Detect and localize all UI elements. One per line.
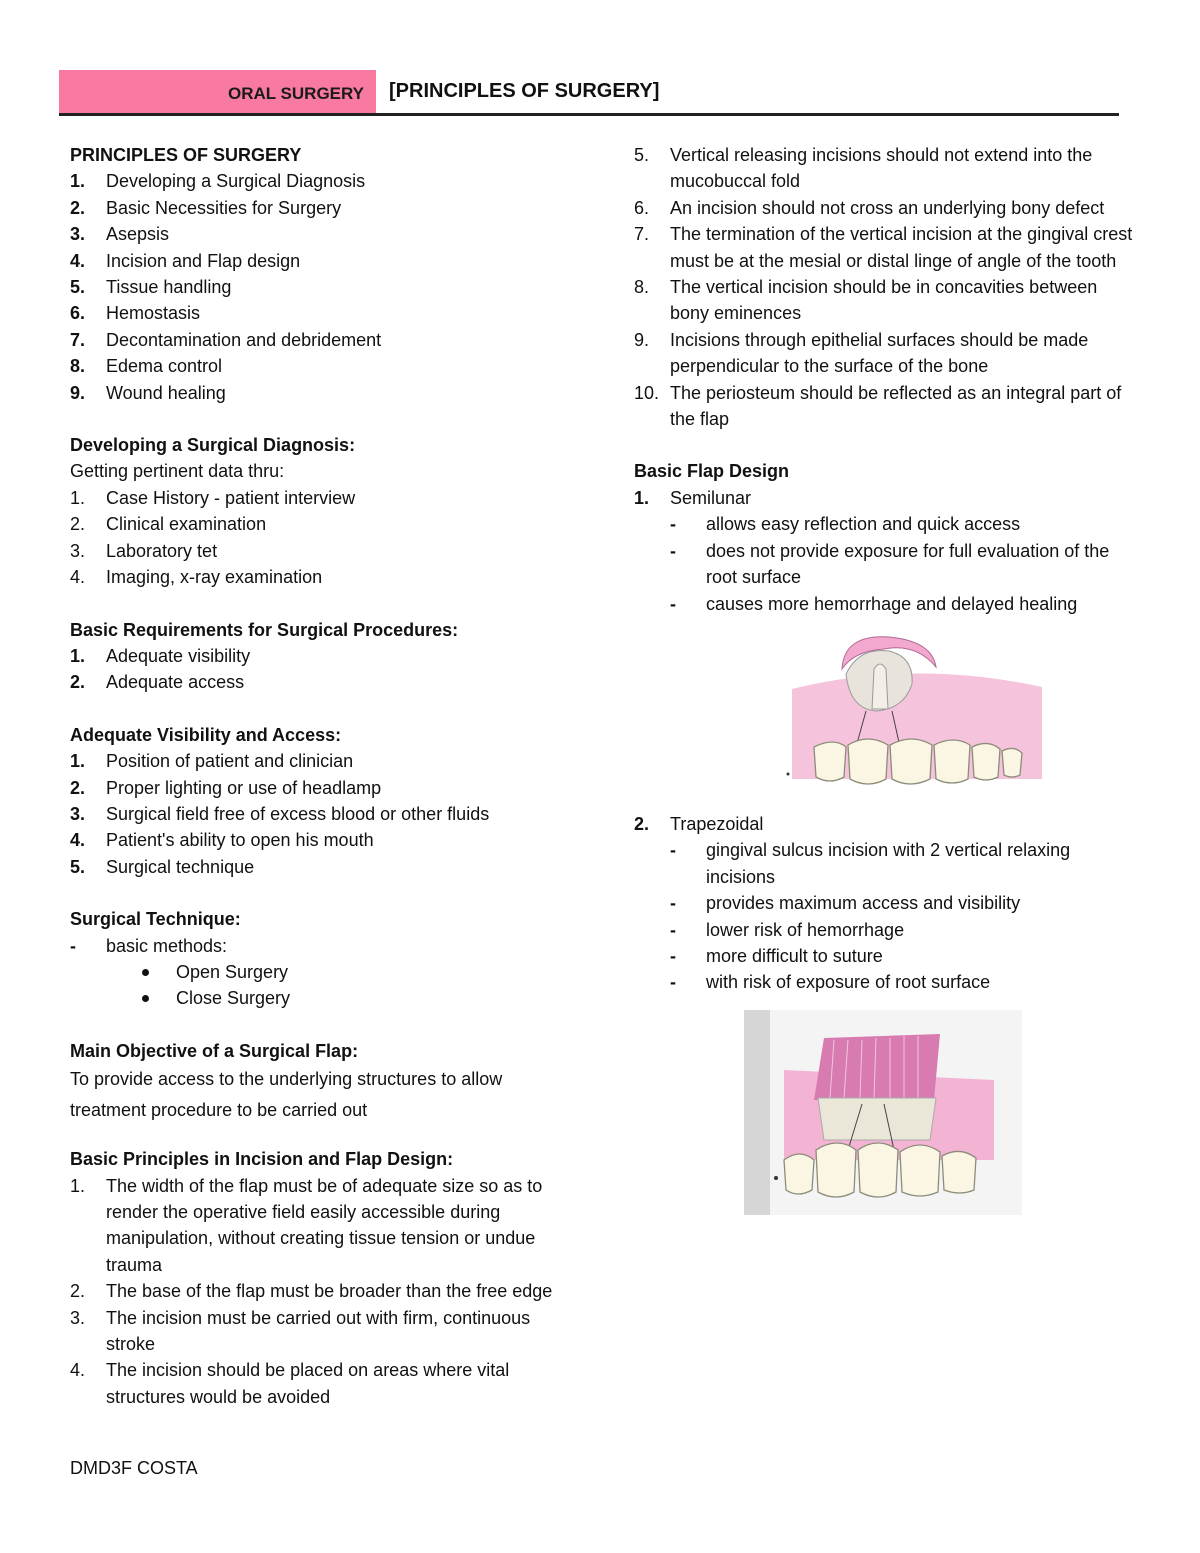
list-item: 6. Hemostasis — [70, 303, 201, 324]
list-item: - lower risk of hemorrhage — [670, 919, 905, 940]
list-item: - provides maximum access and visibility — [670, 893, 1021, 914]
bullet-item: Open Surgery — [70, 959, 570, 985]
incision-list — [70, 1173, 570, 1411]
header-divider — [59, 113, 1119, 116]
diagnosis-list — [70, 485, 570, 591]
trapezoidal-flap-illustration — [744, 1010, 1022, 1215]
header-title: [PRINCIPLES OF SURGERY] — [389, 80, 660, 102]
list-item: 3. Surgical field free of excess blood or other fluids — [70, 803, 490, 824]
list-item: 2. Basic Necessities for Surgery — [70, 197, 342, 218]
list-item: 3. Asepsis — [70, 224, 170, 245]
list-item: 1. Semilunar — [634, 487, 752, 508]
list-item: 1. Case History - patient interview — [70, 487, 356, 508]
list-item: 5. Tissue handling — [70, 277, 232, 298]
list-item: - basic methods: — [70, 935, 228, 956]
list-item: 2. Trapezoidal — [634, 813, 764, 834]
bullet-item: Close Surgery — [70, 985, 570, 1011]
list-item: 3. Laboratory tet — [70, 540, 218, 561]
list-item: 4. Imaging, x-ray examination — [70, 567, 323, 588]
requirements-heading: Basic Requirements for Surgical Procedures: — [70, 619, 459, 640]
bullet-icon — [142, 995, 149, 1002]
list-item: 3. The incision must be carried out with firm, continuous stroke — [70, 1307, 531, 1355]
diagnosis-heading: Developing a Surgical Diagnosis: — [70, 435, 356, 456]
bullet-icon — [142, 969, 149, 976]
list-item: - with risk of exposure of root surface — [670, 972, 991, 993]
list-item: 7. The termination of the vertical incision at the gingival crest must be at the mesial or distal linge of angle of the tooth — [634, 224, 1133, 271]
principles-heading: PRINCIPLES OF SURGERY — [70, 145, 302, 165]
left-column — [70, 142, 570, 1410]
list-item: - does not provide exposure for full evaluation of the root surface — [670, 540, 1110, 588]
incision-list-continued — [634, 142, 1134, 432]
list-item: 1. Adequate visibility — [70, 645, 251, 666]
requirements-list — [70, 643, 570, 696]
list-item: 2. Proper lighting or use of headlamp — [70, 777, 382, 798]
principles-list — [70, 168, 570, 406]
page-header — [59, 70, 1119, 114]
diagnosis-intro: Getting pertinent data thru: — [70, 461, 285, 482]
visibility-heading: Adequate Visibility and Access: — [70, 724, 342, 745]
incision-heading: Basic Principles in Incision and Flap Design: — [70, 1149, 454, 1170]
list-item: 5. Vertical releasing incisions should not extend into the mucobuccal fold — [634, 145, 1093, 192]
technique-heading: Surgical Technique: — [70, 909, 241, 930]
list-item: 7. Decontamination and debridement — [70, 329, 382, 350]
objective-text: To provide access to the underlying structures to allow treatment procedure to be carried out — [70, 1069, 503, 1121]
semilunar-flap-illustration — [784, 629, 1046, 789]
list-item: 1. The width of the flap must be of adequate size so as to render the operative field easily accessible during manipulation, without creating tissue tension or undue trauma — [70, 1175, 543, 1275]
list-item: 2. Clinical examination — [70, 514, 267, 535]
list-item: 10. The periosteum should be reflected as an integral part of the flap — [634, 382, 1122, 430]
list-item: 8. Edema control — [70, 356, 223, 377]
footer-author: DMD3F COSTA — [70, 1458, 198, 1478]
list-item: - gingival sulcus incision with 2 vertical relaxing incisions — [670, 840, 1071, 887]
list-item: 2. The base of the flap must be broader than the free edge — [70, 1281, 553, 1302]
visibility-list — [70, 748, 570, 880]
list-item: 2. Adequate access — [70, 672, 245, 693]
header-subject: ORAL SURGERY — [227, 84, 364, 103]
list-item: 6. An incision should not cross an underlying bony defect — [634, 197, 1105, 218]
list-item: 4. The incision should be placed on areas where vital structures would be avoided — [70, 1360, 510, 1407]
list-item: 9. Wound healing — [70, 382, 226, 403]
flap-design-heading: Basic Flap Design — [634, 461, 790, 482]
header-subject-block — [59, 70, 376, 114]
list-item: 8. The vertical incision should be in concavities between bony eminences — [634, 277, 1098, 324]
list-item: 1. Developing a Surgical Diagnosis — [70, 171, 366, 192]
objective-heading: Main Objective of a Surgical Flap: — [70, 1040, 359, 1061]
list-item: - allows easy reflection and quick access — [670, 514, 1021, 535]
list-item: - causes more hemorrhage and delayed healing — [670, 593, 1078, 614]
list-item: - more difficult to suture — [670, 945, 883, 966]
list-item: 9. Incisions through epithelial surfaces should be made perpendicular to the surface of the bone — [634, 329, 1089, 377]
list-item: 4. Incision and Flap design — [70, 250, 301, 271]
list-item: 4. Patient's ability to open his mouth — [70, 830, 374, 851]
list-item: 5. Surgical technique — [70, 856, 255, 877]
right-column — [634, 142, 1134, 1215]
list-item: 1. Position of patient and clinician — [70, 751, 354, 772]
